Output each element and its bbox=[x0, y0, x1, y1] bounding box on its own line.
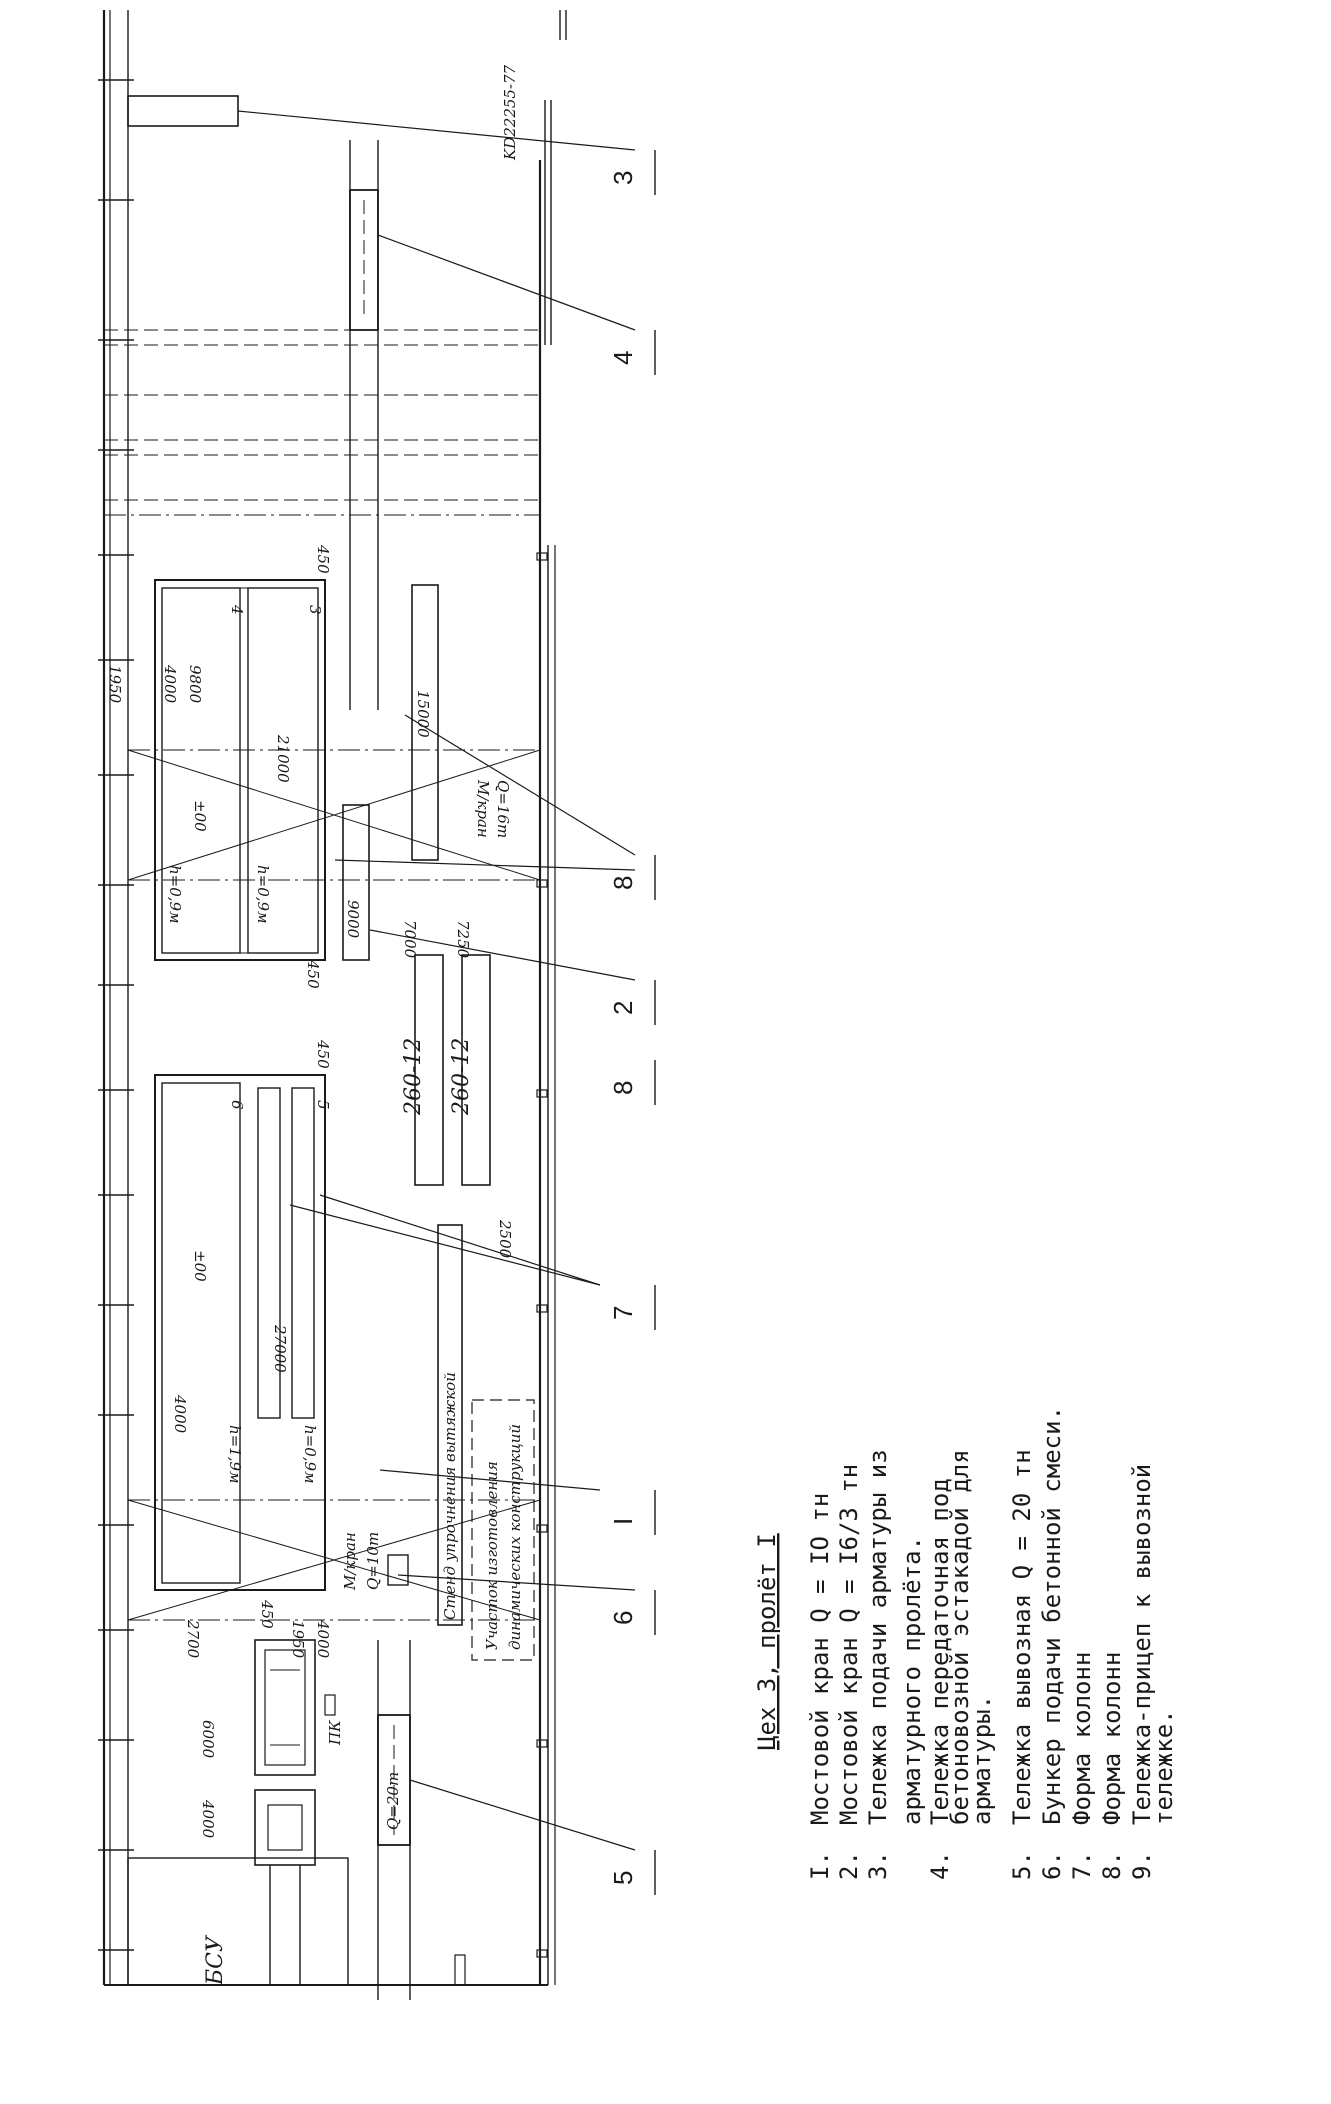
callout-1: I bbox=[608, 1517, 638, 1525]
dim-1950-a: 1950 bbox=[106, 665, 124, 704]
legend-item-num: 8. bbox=[1098, 1851, 1126, 1880]
callout-strip bbox=[290, 150, 655, 1895]
h-a-bottom: h=0,9м bbox=[254, 865, 272, 924]
legend-item-text: Бункер подачи бетонной смеси. bbox=[1038, 1405, 1066, 1825]
outbound-trolley-5 bbox=[378, 1640, 635, 2000]
legend-item-text: Мостовой кран Q = I6/3 тн bbox=[835, 1463, 863, 1825]
column-form-8-upper bbox=[405, 585, 635, 860]
legend-item-text: Тележка подачи арматуры из bbox=[864, 1449, 892, 1825]
legend-item-text: Форма колонн bbox=[1068, 1651, 1096, 1825]
dim-450-b-bottom: 450 bbox=[258, 1600, 276, 1629]
h-a-top: h=0,9м bbox=[166, 865, 184, 924]
dim-6000: 6000 bbox=[199, 1720, 217, 1759]
dim-4000-d: 4000 bbox=[199, 1800, 217, 1839]
dim-7000: 7000 bbox=[401, 920, 419, 959]
dim-2700: 2700 bbox=[184, 1620, 202, 1659]
rail-marks bbox=[537, 553, 547, 1957]
legend-item-text: Тележка передаточная под bbox=[926, 1478, 954, 1825]
legend-item-num: 3. bbox=[864, 1851, 892, 1880]
legend-item-num: 2. bbox=[835, 1851, 863, 1880]
callout-8b: 8 bbox=[608, 1080, 638, 1095]
dim-15000: 15000 bbox=[414, 690, 432, 738]
dim-450-a-bottom: 450 bbox=[304, 960, 322, 989]
cell-6-label: 6 bbox=[228, 1100, 246, 1110]
stand-label: Стенд упрочнения вытяжкой bbox=[441, 1372, 459, 1620]
dim-1950-c: 1950 bbox=[289, 1620, 307, 1659]
site-label-1: Участок изготовления bbox=[483, 1461, 501, 1650]
callout-7: 7 bbox=[608, 1305, 638, 1320]
dim-9000: 9000 bbox=[344, 900, 362, 939]
dim-9800-a: 9800 bbox=[186, 665, 204, 704]
legend-item-text: Тележка-прицеп к вывозной bbox=[1128, 1463, 1156, 1825]
legend-item-text: арматурного пролёта. bbox=[898, 1536, 926, 1825]
dim-450-a-top: 450 bbox=[314, 545, 332, 574]
cell-4-label: 4 bbox=[228, 605, 246, 615]
callout-2: 2 bbox=[608, 1000, 638, 1015]
legend-item-text: тележке. bbox=[1150, 1709, 1178, 1825]
building-frame bbox=[98, 10, 566, 1985]
legend bbox=[753, 1406, 1178, 1880]
legend-item-text: бетоновозной эстакадой для bbox=[946, 1449, 974, 1825]
dim-4000-a: 4000 bbox=[161, 665, 179, 704]
form-length-b: 27000 bbox=[271, 1325, 289, 1373]
legend-item-num: 6. bbox=[1038, 1851, 1066, 1880]
level-b: ±00 bbox=[191, 1250, 209, 1282]
legend-item-text: арматуры. bbox=[968, 1694, 996, 1825]
rack-1-label: 260-12 bbox=[401, 1037, 426, 1115]
corner-code: KD22255-77 bbox=[501, 64, 519, 160]
lower-left-equipment bbox=[128, 1640, 348, 1985]
legend-item-num: 9. bbox=[1128, 1851, 1156, 1880]
legend-item-text: Тележка вывозная Q = 20 тн bbox=[1008, 1449, 1036, 1825]
crane-a-label: М/кран bbox=[474, 780, 492, 838]
legend-title: Цех 3, пролёт I bbox=[753, 1533, 781, 1750]
callout-8a: 8 bbox=[608, 875, 638, 890]
legend-item-text: Форма колонн bbox=[1098, 1651, 1126, 1825]
trolley-5-load: Q=20т bbox=[384, 1771, 402, 1830]
bsu-label: БСУ bbox=[203, 1936, 228, 1985]
rack-2-label: 260-12 bbox=[449, 1037, 474, 1115]
dim-450-b-top: 450 bbox=[314, 1040, 332, 1069]
h-b-top: h=1,9м bbox=[226, 1425, 244, 1484]
legend-items bbox=[806, 1406, 1178, 1880]
crane-b-label: М/кран bbox=[341, 1532, 359, 1590]
dim-2500: 2500 bbox=[496, 1220, 514, 1259]
legend-item-num: 7. bbox=[1068, 1851, 1096, 1880]
callout-3: 3 bbox=[608, 170, 638, 185]
form-group-a bbox=[128, 580, 540, 960]
form-group-b bbox=[128, 1075, 540, 1620]
callout-6: 6 bbox=[608, 1610, 638, 1625]
callout-5: 5 bbox=[608, 1870, 638, 1885]
legend-item-text: Мостовой кран Q = IO тн bbox=[806, 1492, 834, 1825]
legend-item-num: I. bbox=[806, 1851, 834, 1880]
callout-4: 4 bbox=[608, 350, 638, 365]
legend-item-num: 4. bbox=[926, 1851, 954, 1880]
arm-trolley-3 bbox=[128, 96, 635, 345]
form-length-a: 21000 bbox=[274, 735, 292, 783]
level-a: ±00 bbox=[191, 800, 209, 832]
transfer-trolley-4 bbox=[350, 140, 635, 710]
crane-a-load: Q=16т bbox=[494, 780, 512, 839]
dim-7250: 7250 bbox=[454, 920, 472, 959]
h-b-bottom: h=0,9м bbox=[301, 1425, 319, 1484]
legend-item-num: 5. bbox=[1008, 1851, 1036, 1880]
site-label-2: динамических конструкций bbox=[506, 1423, 524, 1650]
cell-3-label: 3 bbox=[306, 605, 324, 615]
cell-5-label: 5 bbox=[314, 1100, 332, 1110]
dim-4000-c: 4000 bbox=[314, 1620, 332, 1659]
dim-4000-b: 4000 bbox=[171, 1395, 189, 1434]
crane-b-load: Q=10т bbox=[364, 1531, 382, 1590]
pk-label: ПК bbox=[326, 1720, 344, 1745]
